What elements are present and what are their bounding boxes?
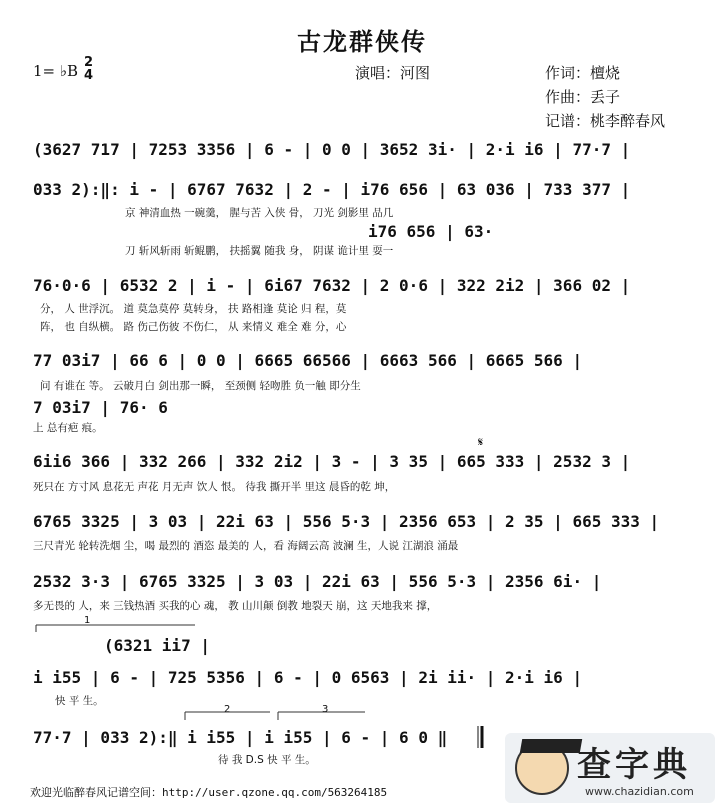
score-row-8-lyrics: 快 平 生。 [55,695,104,707]
score-row-4-notes: 77 03i7 | 66 6 | 0 0 | 6665 66566 | 6663 566 | 6665 566 | [33,351,583,370]
time-signature-top: 2 [84,55,94,70]
watermark-url: www.chazidian.com [585,785,694,798]
segno-icon: 𝄋 [478,435,484,449]
singer-credit: 演唱：河图 [355,64,431,82]
score-row-4-lyrics-verse2: 上 总有疤 痕。 [33,422,103,434]
score-row-9-notes: 77·7 | 033 2):‖ i i55 | i i55 | 6 - | 6 0 ‖ [33,728,448,747]
score-row-8-notes: i i55 | 6 - | 725 5356 | 6 - | 0 6563 | 2i ii· | 2·i i6 | [33,668,583,687]
score-row-6-lyrics: 三尺青光 轮转洗烟 尘，喝 最烈的 酒恣 最美的 人，看 海阔云高 波澜 生，人说 江湖浪 涌最 [33,540,459,552]
volta-label-2: 2 [224,704,231,715]
score-row-7-notes: 2532 3·3 | 6765 3325 | 3 03 | 22i 63 | 556 5·3 | 2356 6i· | [33,572,602,591]
composer-credit: 作曲：丢子 [545,88,621,106]
mascot-face-icon [515,741,569,795]
score-row-3-lyrics-verse2: 阵， 也 自纵横。 路 伤己伤彼 不伤仁， 从 来情义 难全 难 分，心 [40,321,347,333]
key-signature: 1= ♭B [33,62,78,80]
transcriber-credit: 记谱：桃李醉春风 [545,112,666,130]
score-row-9-lyrics: 待 我 D.S 快 平 生。 [218,754,316,766]
song-title: 古龙群侠传 [297,27,427,56]
site-watermark [505,733,715,803]
score-row-3-notes: 76·0·6 | 6532 2 | i - | 6i67 7632 | 2 0·6 | 322 2i2 | 366 02 | [33,276,631,295]
score-row-6-notes: 6765 3325 | 3 03 | 22i 63 | 556 5·3 | 2356 653 | 2 35 | 665 333 | [33,512,660,531]
lyricist-credit: 作词：檀烧 [545,64,621,82]
footer-credit: 欢迎光临醉春风记谱空间：http://user.qzone.qq.com/563264185 [30,786,388,799]
score-row-7-interlude-notes: (6321 ii7 | [104,636,210,655]
score-row-4-alt-notes: 7 03i7 | 76· 6 [33,398,168,417]
score-row-4-lyrics-verse1: 问 有谁在 等。 云破月白 剑出那一瞬， 至颈侧 轻吻胜 负一触 即分生 [40,380,361,392]
score-row-3-lyrics-verse1: 分， 人 世浮沉。 道 莫急莫停 莫转身， 扶 路相逢 莫论 归 程，莫 [40,303,347,315]
score-row-2-lyrics-verse1: 京 神清血热 一碗羹， 腥与苦 入侠 骨， 刀光 剑影里 品几 [125,207,394,219]
score-row-5-notes: 6ii6 366 | 332 266 | 332 2i2 | 3 - | 3 35 | 665 333 | 2532 3 | [33,452,631,471]
volta-label-3: 3 [322,704,329,715]
volta-label-1: 1 [84,615,91,626]
watermark-text: 查字典 [577,745,691,785]
score-row-2-alt-notes: i76 656 | 63· [368,222,494,241]
score-row-1-notes: (3627 717 | 7253 3356 | 6 - | 0 0 | 3652 3i· | 2·i i6 | 77·7 | [33,140,631,159]
score-row-7-lyrics: 多无畏的 人，来 三钱热酒 买我的心 魂， 教 山川颠 倒教 地裂天 崩，这 天地我来 撑， [33,600,438,612]
score-row-5-lyrics: 死只在 方寸风 息花无 声花 月无声 饮人 恨。 待我 撕开半 里这 晨昏的乾 坤， [33,481,396,493]
score-row-2-notes: 033 2):‖: i - | 6767 7632 | 2 - | i76 656 | 63 036 | 733 377 | [33,180,631,199]
graduation-cap-icon [520,739,582,753]
time-signature-bottom: 4 [84,68,94,83]
score-row-2-lyrics-verse2: 刀 斩风斩雨 斩鲲鹏， 扶摇翼 随我 身， 阴谋 诡计里 耍一 [125,245,394,257]
